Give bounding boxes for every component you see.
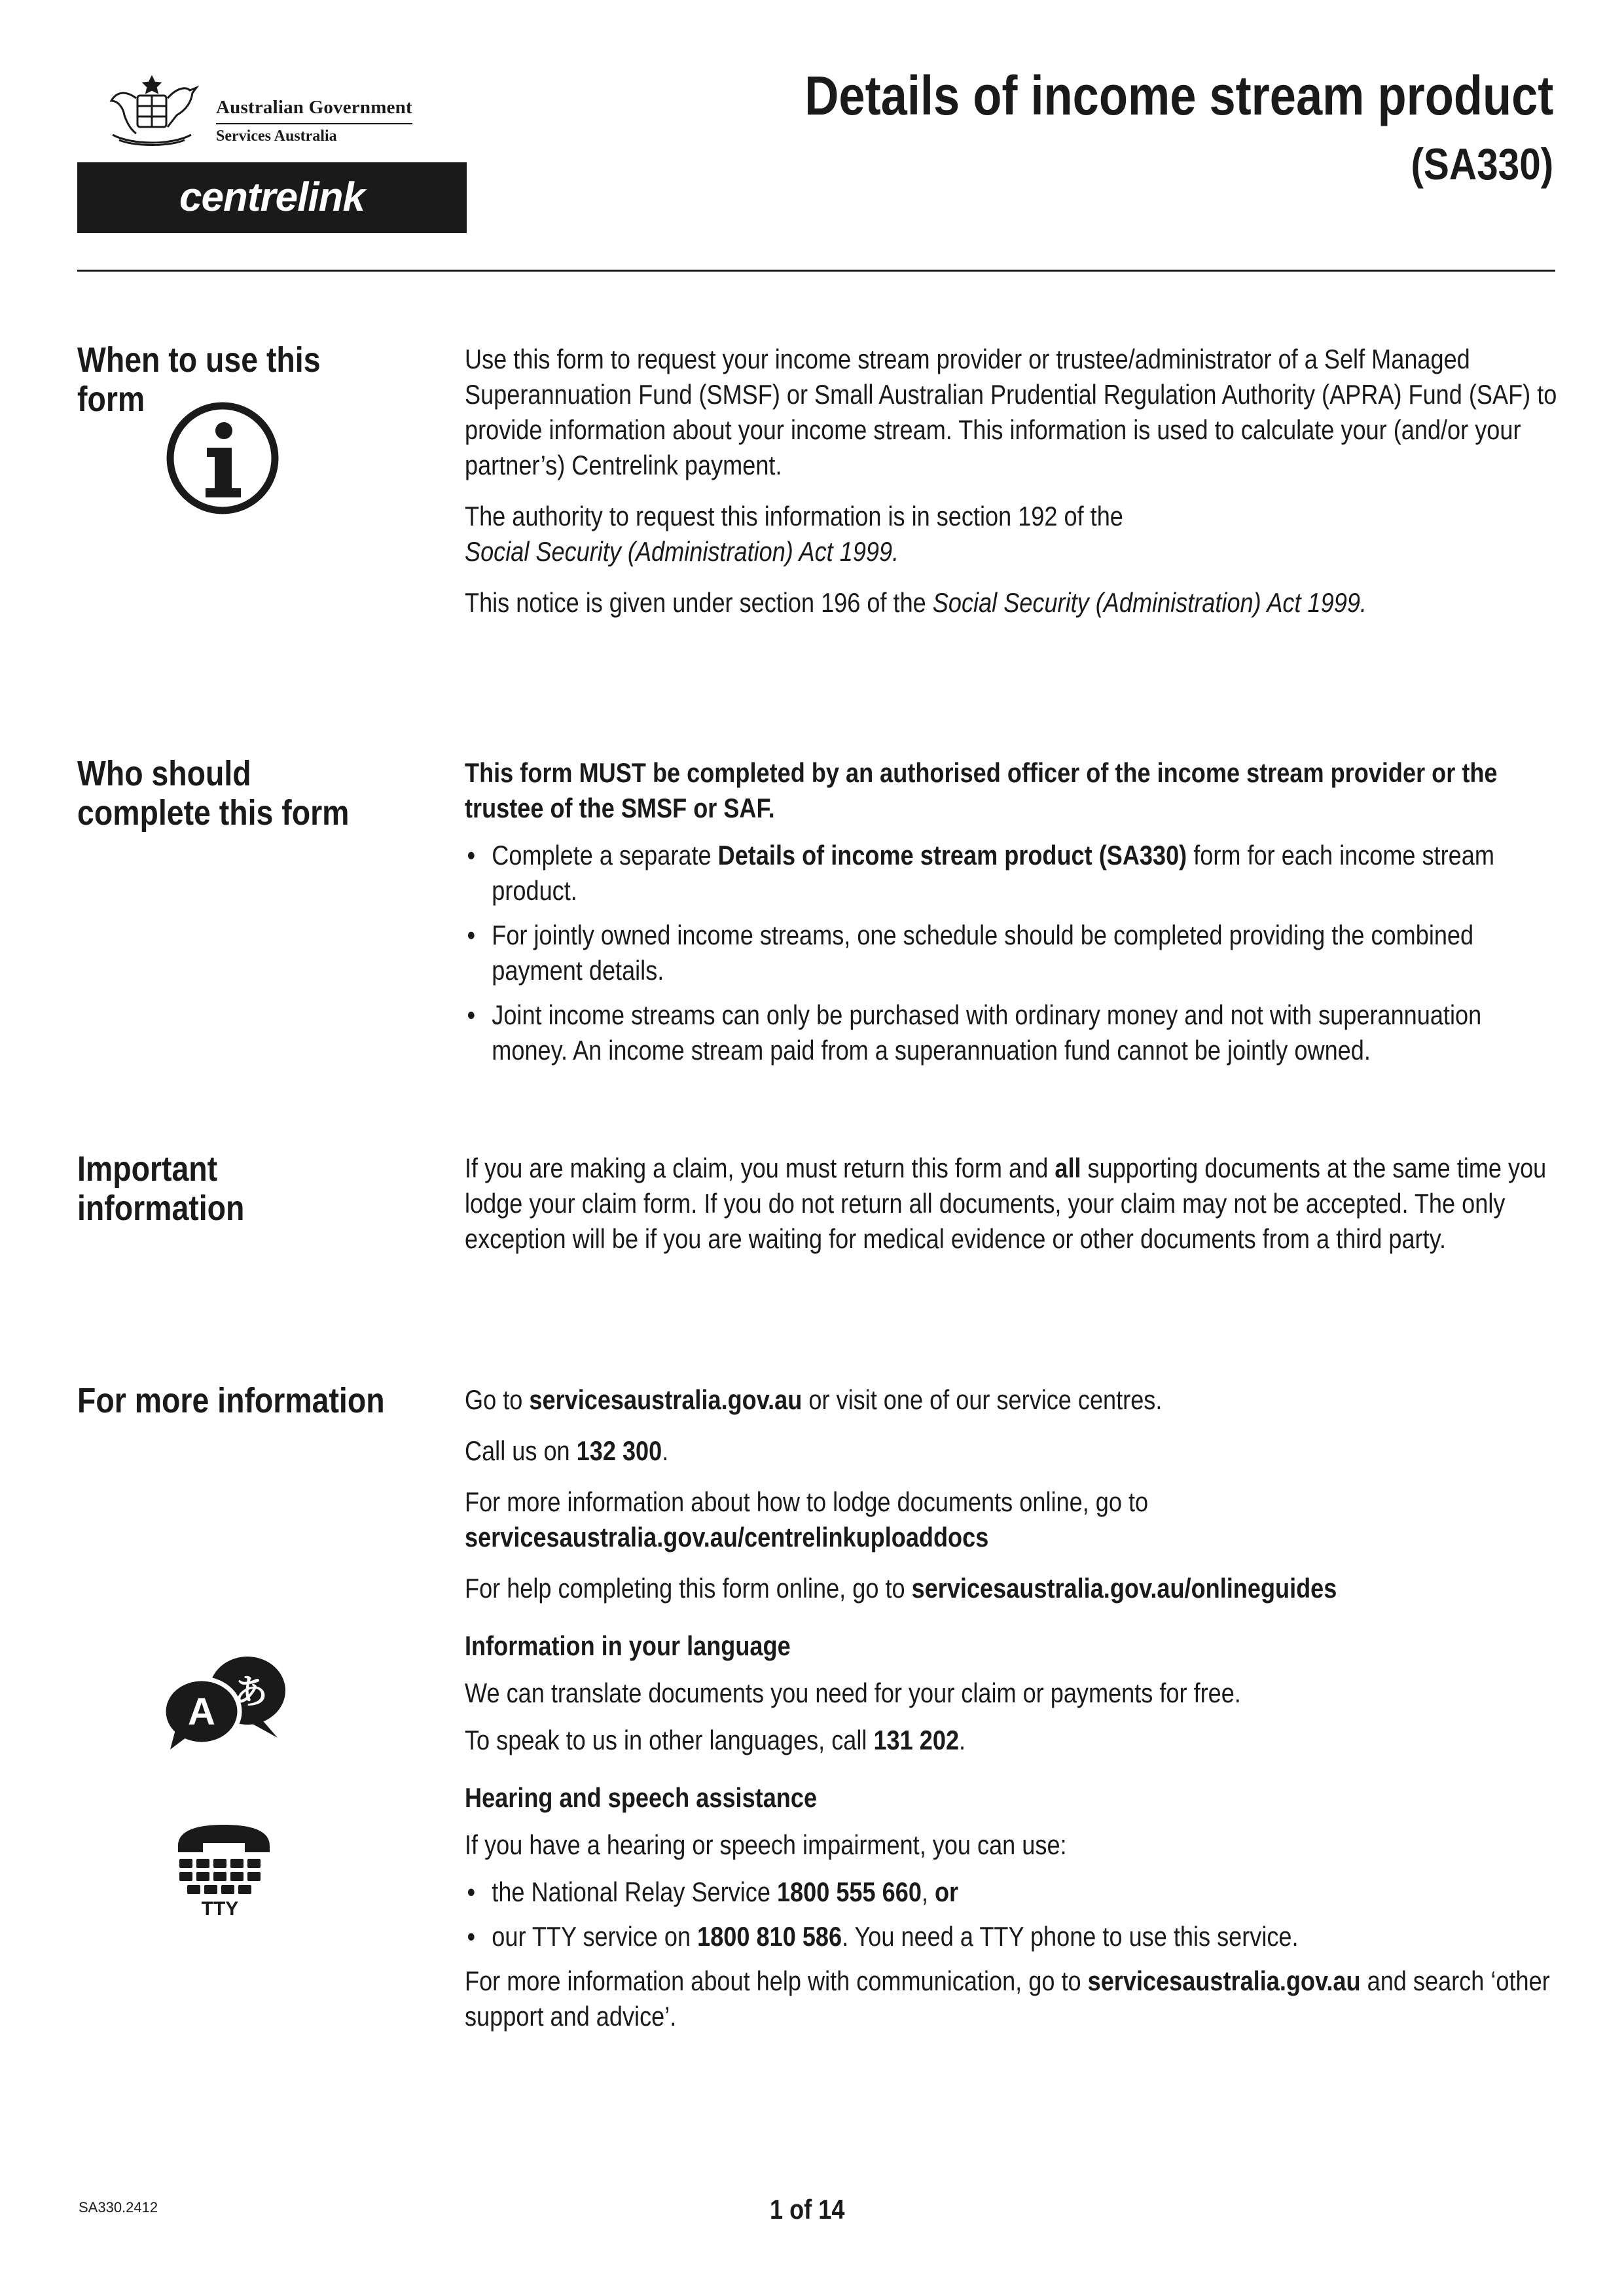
paragraph: We can translate documents you need for your claim or payments for free.	[465, 1677, 1241, 1708]
list-item: • our TTY service on 1800 810 586. You need a TTY phone to use this service.	[465, 1919, 1562, 1954]
government-name: Australian Government	[216, 97, 412, 118]
paragraph: For help completing this form online, go to servicesaustralia.gov.au/onlineguides	[465, 1573, 1337, 1604]
section-heading-more: For more information	[77, 1381, 385, 1420]
phone-number: 132 300	[576, 1435, 662, 1466]
tty-icon	[171, 1820, 276, 1918]
website-link[interactable]: servicesaustralia.gov.au	[1087, 1965, 1361, 1996]
online-guides-link[interactable]: servicesaustralia.gov.au/onlineguides	[911, 1573, 1337, 1604]
form-code-title: (SA330)	[1411, 139, 1553, 189]
bullet-list	[465, 1874, 1562, 1954]
footer-form-code: SA330.2412	[79, 2199, 158, 2215]
list-item: • For jointly owned income streams, one schedule should be completed providing the combined payment details.	[465, 918, 1562, 988]
info-icon	[164, 399, 281, 517]
section-heading-when: When to use this form	[77, 340, 321, 419]
paragraph: Call us on 132 300.	[465, 1435, 669, 1466]
paragraph: The authority to request this information is in section 192 of the Social Security (Administration) Act 1999.	[465, 501, 1123, 567]
section-body-when	[465, 342, 1562, 636]
tty-icon-label: TTY	[201, 1898, 239, 1918]
page-number: 1 of 14	[770, 2194, 845, 2225]
brand-logo: centrelink	[179, 175, 365, 220]
paragraph: Use this form to request your income stream provider or trustee/administrator of a Self Managed Superannuation Fund (SMSF) or Small Australian Prudential Regulation Authority (APRA) Fund (SAF) to provide information about your income stream. This information is used to calculate your (and/or your partner’s) Centrelink payment.	[465, 344, 1557, 480]
phone-number: 131 202	[873, 1725, 960, 1755]
list-item: • Complete a separate Details of income stream product (SA330) form for each income stream product.	[465, 838, 1562, 908]
language-icon	[156, 1653, 293, 1751]
page-title: Details of income stream product	[804, 65, 1553, 126]
website-link[interactable]: servicesaustralia.gov.au	[529, 1384, 803, 1415]
section-body-more	[465, 1382, 1562, 2050]
section-body-who	[465, 755, 1562, 1077]
bullet-list	[465, 838, 1562, 1068]
paragraph: For more information about help with communication, go to servicesaustralia.gov.au and search ‘other support and advice’.	[465, 1965, 1550, 2032]
paragraph: If you have a hearing or speech impairment, you can use:	[465, 1829, 1067, 1860]
subheading-language: Information in your language	[465, 1630, 791, 1661]
paragraph: This form MUST be completed by an authorised officer of the income stream provider or the trustee of the SMSF or SAF.	[465, 757, 1498, 823]
section-body-important	[465, 1151, 1562, 1272]
coat-of-arms-icon	[99, 72, 204, 151]
paragraph: This notice is given under section 196 of the Social Security (Administration) Act 1999.	[465, 587, 1367, 618]
agency-name: Services Australia	[216, 128, 337, 145]
upload-docs-link[interactable]: servicesaustralia.gov.au/centrelinkuploaddocs	[465, 1522, 989, 1552]
list-item: • Joint income streams can only be purchased with ordinary money and not with superannuation money. An income stream paid from a superannuation fund cannot be jointly owned.	[465, 997, 1562, 1068]
header-divider	[216, 123, 412, 124]
paragraph: Go to servicesaustralia.gov.au or visit one of our service centres.	[465, 1384, 1163, 1415]
paragraph: If you are making a claim, you must return this form and all supporting documents at the same time you lodge your claim form. If you do not return all documents, your claim may not be accepted. The only exception will be if you are waiting for medical evidence or other documents from a third party.	[465, 1153, 1547, 1254]
section-heading-who: Who should complete this form	[77, 754, 350, 833]
subheading-hearing: Hearing and speech assistance	[465, 1782, 818, 1813]
language-icon-letter-a: A	[188, 1691, 215, 1733]
section-heading-important: Important information	[77, 1149, 245, 1228]
list-item: • the National Relay Service 1800 555 660, or	[465, 1874, 1562, 1910]
title-divider	[77, 270, 1555, 272]
language-icon-letter-jp: あ	[233, 1673, 268, 1712]
paragraph: To speak to us in other languages, call 131 202.	[465, 1725, 966, 1755]
paragraph: For more information about how to lodge documents online, go to servicesaustralia.gov.au/centrelinkuploaddocs	[465, 1486, 1149, 1552]
